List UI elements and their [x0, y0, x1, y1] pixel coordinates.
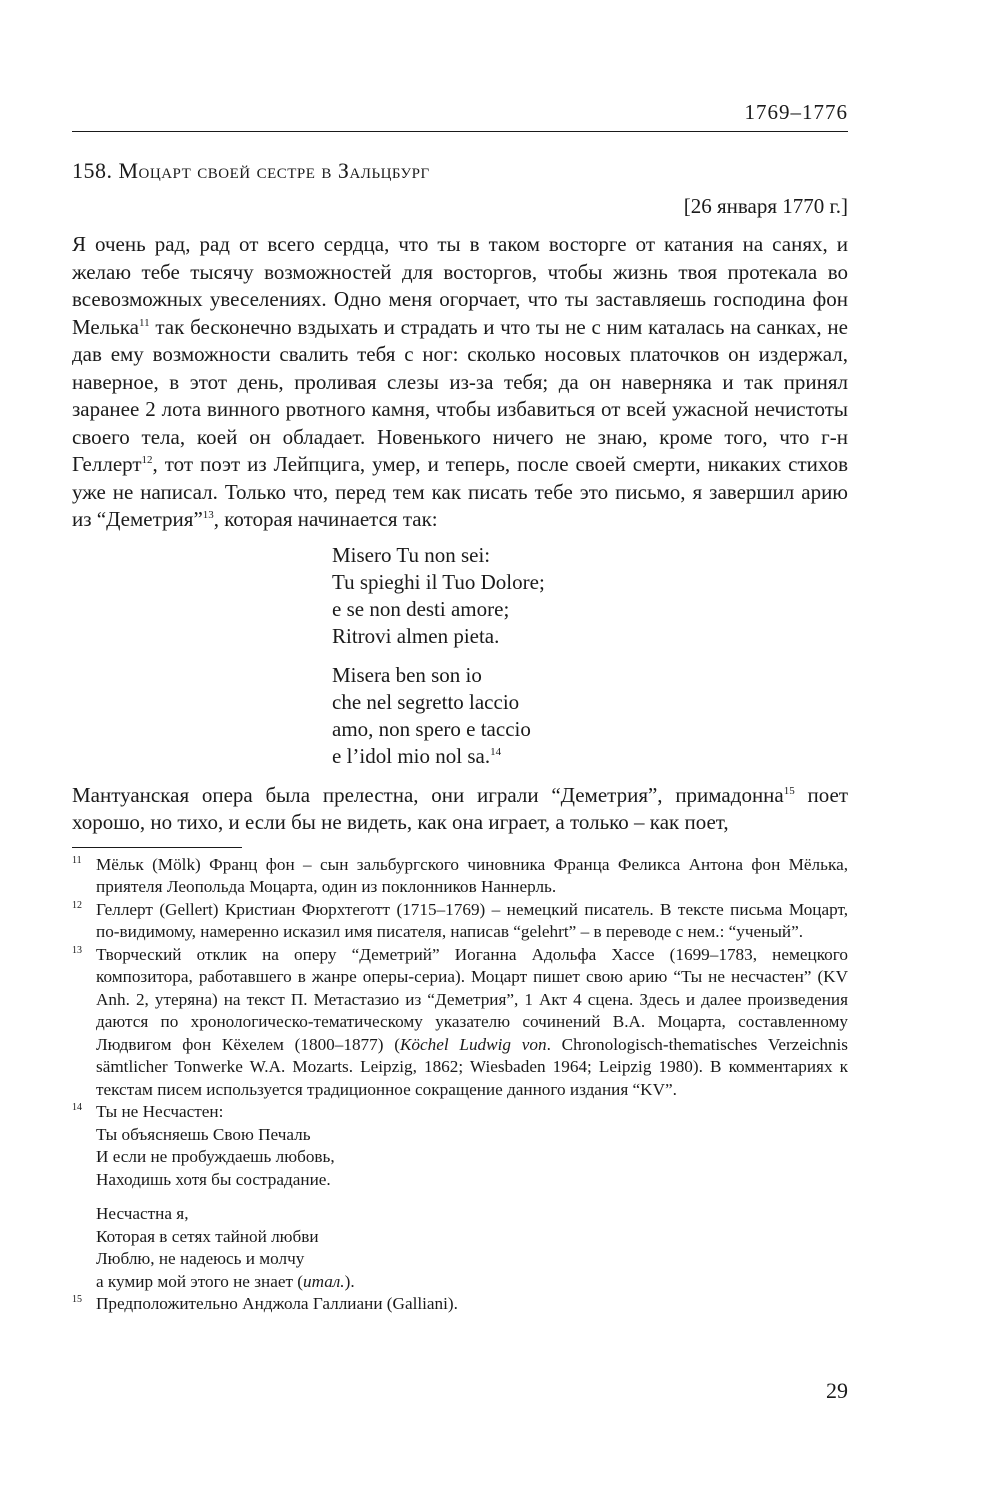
poem-line: e se non desti amore; [332, 596, 510, 621]
text-run: Я очень рад, рад от всего сердца, что ты в таком восторге от катания на санях, и желаю тебе тысячу возможностей для восторгов, чтобы жизнь твоя протекала во всевозможных увеселениях. Одно меня огорчает, что ты заставляешь господина фон Мелька [72, 232, 848, 339]
letter-paragraph-2 [72, 782, 848, 837]
footnote-ref-12[interactable]: 12 [141, 454, 153, 466]
poem-line: amo, non spero e taccio [332, 716, 531, 741]
translation-line [96, 1271, 848, 1294]
translation-line: Несчастна я, [96, 1204, 189, 1223]
footnote-number: 12 [72, 899, 82, 911]
translation-line: Люблю, не надеюсь и молчу [96, 1249, 305, 1268]
footnote-text: Предположительно Анджола Галлиани (Galliani). [96, 1294, 458, 1313]
poem-last-line-text: e l’idol mio nol sa. [332, 743, 491, 768]
footnote-text: Геллерт (Gellert) Кристиан Фюрхтеготт (1715–1769) – немецкий писатель. В тексте письма Моцарт, по-видимому, намеренно исказил имя писателя, написав “gelehrt” – в переводе с нем.: “ученый”. [96, 899, 848, 941]
letter-title: 158. Моцарт своей сестре в Зальцбург [72, 158, 430, 183]
poem-line: Tu spieghi il Tuo Dolore; [332, 569, 545, 594]
footnote-12 [72, 899, 848, 944]
page-number: 29 [826, 1378, 848, 1403]
footnote-italic: Köchel Ludwig von [399, 1034, 547, 1054]
translation-text: а кумир мой этого не знает ( [96, 1271, 303, 1291]
text-run: , тот поэт из Лейпцига, умер, и теперь, после своей смерти, никаких стихов уже не написал. Только что, перед тем как писать тебе это письмо, я завершил арию из “Деметрия” [72, 452, 848, 531]
footnote-number: 11 [72, 854, 82, 866]
text-run: так бесконечно вздыхать и страдать и что ты не с ним каталась на санках, не дав ему возможности свалить тебя с ног: сколько носовых платочков он издержал, наверное, в этот день, проливая слезы из-за тебя; да он наверняка и так принял заранее 2 лота винного рвотного камня, чтобы избавиться от всей ужасной нечистоты своего тела, коей он обладает. Новенького ничего не знаю, кроме того, что г-н Геллерт [72, 314, 848, 476]
poem-stanza-2 [332, 662, 848, 770]
translation-line: И если не пробуждаешь любовь, [96, 1147, 335, 1166]
text-run: Мантуанская опера была прелестна, они играли “Деметрия”, примадонна [72, 782, 784, 807]
footnote-14 [72, 1101, 848, 1293]
footnote-text: . Chronologisch-thematisches Verzeichnis sämtlicher Tonwerke W.A. Mozarts. Leipzig, 1862; Wiesbaden 1964; Leipzig 1980). В комментариях к текстам писем используется традиционное сокращение данного издания “KV”. [96, 1034, 848, 1099]
footnote-number: 15 [72, 1294, 82, 1305]
footnote-13 [72, 944, 848, 1102]
language-note: итал. [303, 1271, 345, 1291]
poem-line: che nel segretto laccio [332, 689, 520, 714]
footnote-number: 13 [72, 944, 82, 956]
translation-line: Находишь хотя бы сострадание. [96, 1169, 331, 1189]
translation-line: Ты не Несчастен: [96, 1102, 224, 1121]
poem-line [332, 743, 848, 770]
footnote-ref-13[interactable]: 13 [202, 509, 214, 521]
text-run: поет хорошо, но тихо, и если бы не видеть, как она играет, а только – как поет, [72, 782, 848, 834]
footnotes [72, 854, 848, 1316]
footnote-text: Мёльк (Mölk) Франц фон – сын зальбургского чиновника Франца Феликса Антона фон Мёлька, приятеля Леопольда Моцарта, один из поклонников Наннерль. [96, 854, 848, 896]
footnote-number: 14 [72, 1102, 82, 1113]
footnote-ref-14[interactable]: 14 [490, 745, 502, 758]
book-page [72, 100, 848, 1316]
footnote-15 [72, 1293, 848, 1316]
translation-line: Ты объясняешь Свою Печаль [96, 1124, 311, 1144]
poem-line: Ritrovi almen pieta. [332, 623, 500, 648]
aria-poem [332, 542, 848, 770]
text-run: , которая начинается так: [213, 507, 438, 531]
footnote-divider [72, 847, 242, 848]
running-head: 1769–1776 [72, 100, 848, 132]
footnote-ref-15[interactable]: 15 [783, 784, 795, 797]
footnote-11 [72, 854, 848, 899]
stanza-gap [96, 1191, 848, 1203]
translation-line: Которая в сетях тайной любви [96, 1226, 319, 1246]
letter-date: [26 января 1770 г.] [683, 194, 848, 218]
footnote-text: Творческий отклик на оперу “Деметрий” Иоганна Адольфа Хассе (1699–1783, немецкого композитора, работавшего в жанре оперы-сериа). Моцарт пишет свою арию “Ты не несчастен” (KV Anh. 2, утеряна) на текст П. Метастазио из “Деметрия”, 1 Акт 4 сцена. Здесь и далее произведения даются по хронологическо-тематическому указателю сочинений В.А. Моцарта, составленному Людвигом фон Кёхелем (1800–1877) ( [96, 944, 848, 1054]
poem-stanza-1 [332, 542, 848, 650]
translation-text: ). [344, 1271, 355, 1291]
poem-line: Misero Tu non sei: [332, 542, 491, 567]
letter-paragraph-1 [72, 231, 848, 534]
footnote-ref-11[interactable]: 11 [138, 316, 150, 329]
poem-line: Misera ben son io [332, 662, 482, 687]
